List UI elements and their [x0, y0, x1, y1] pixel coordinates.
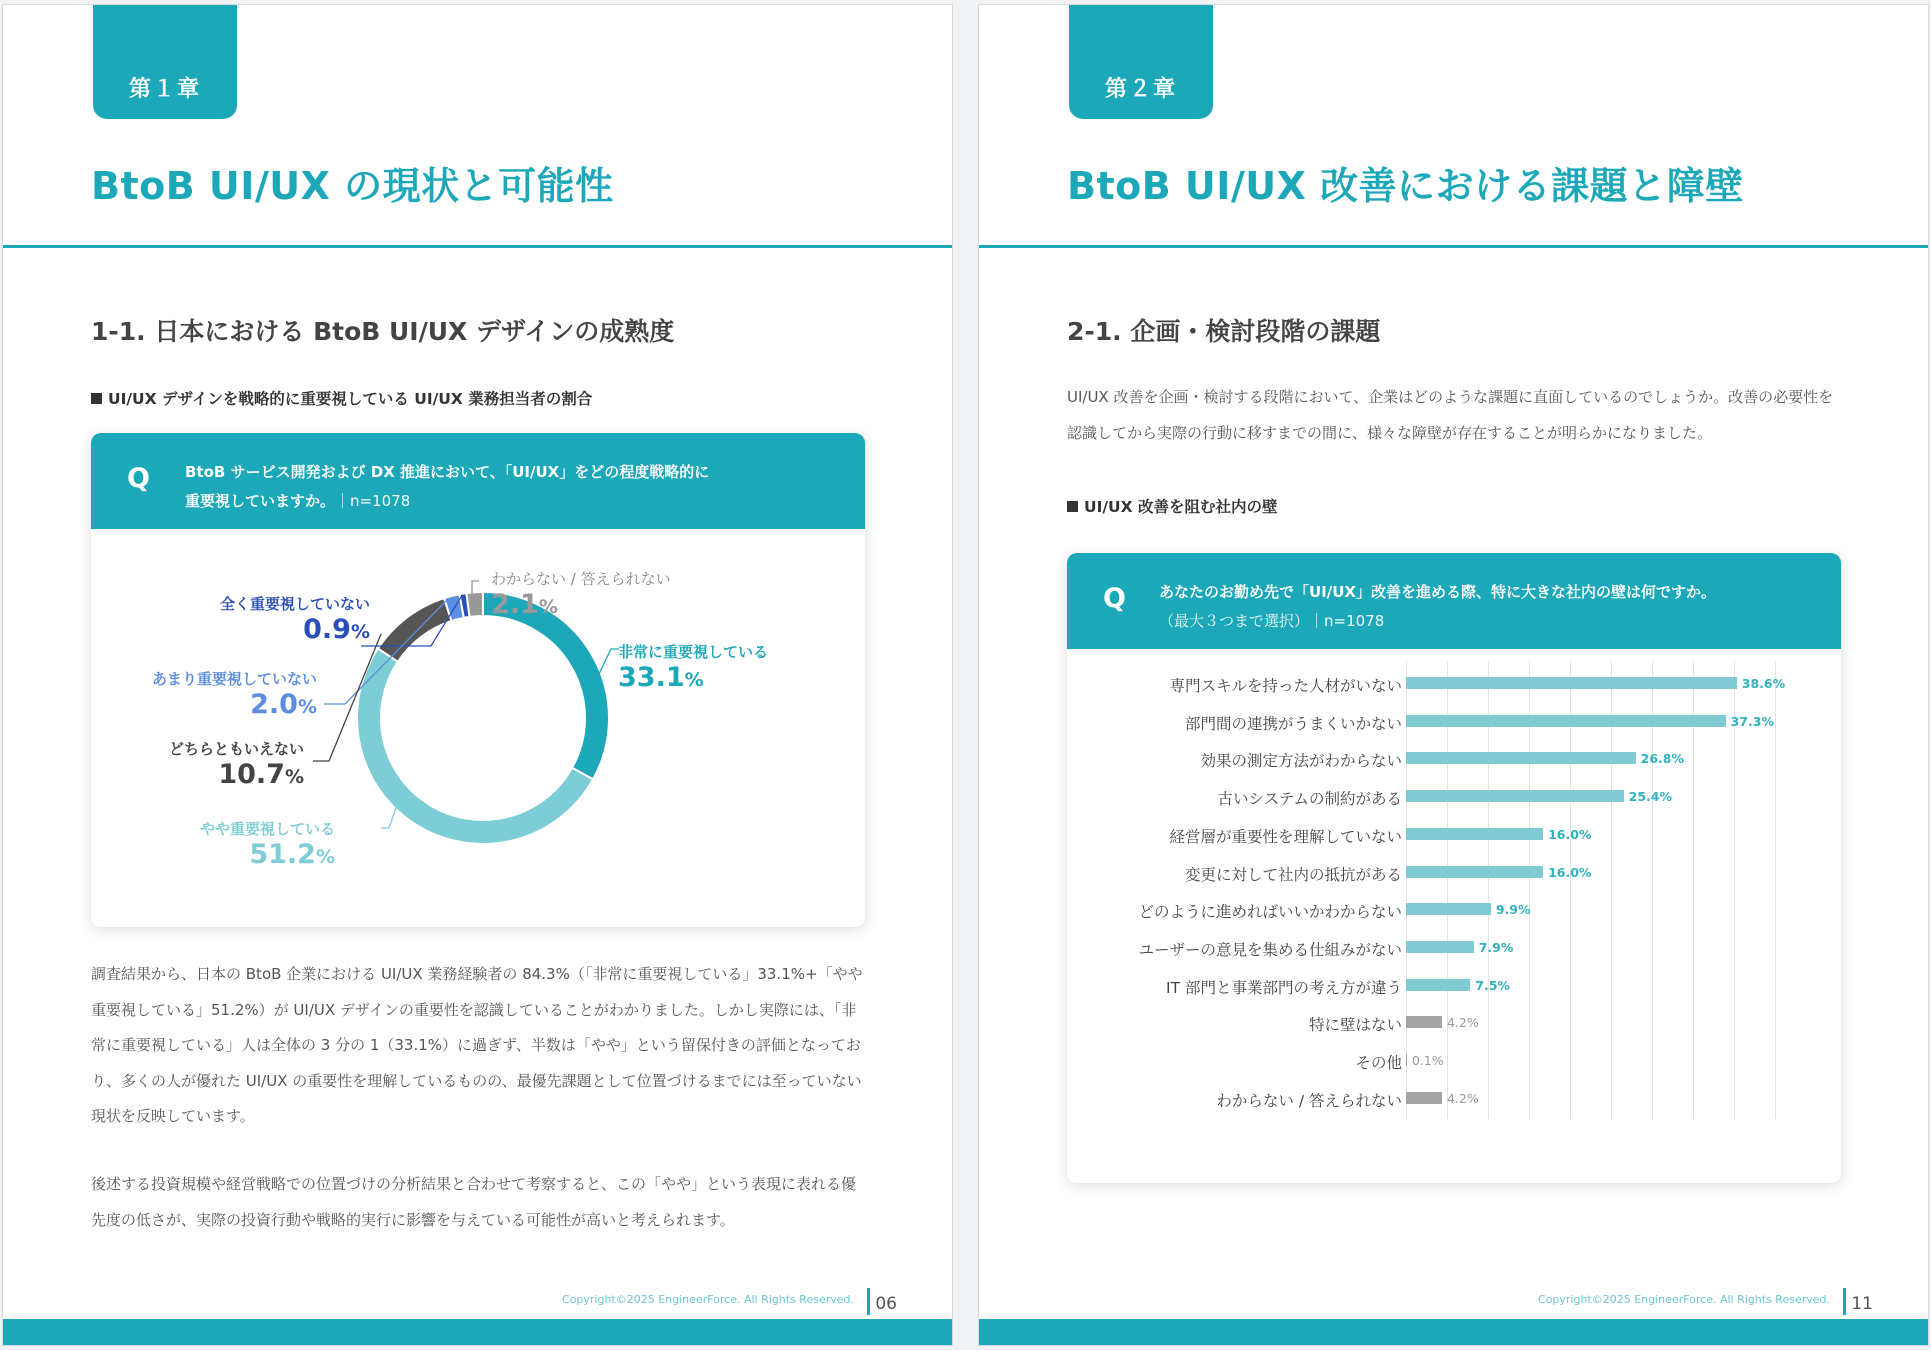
chapter-title: BtoB UI/UX 改善における課題と障壁	[1067, 164, 1744, 208]
copyright: Copyright©2025 EngineerForce. All Rights Reserved.	[561, 1293, 854, 1306]
gridline	[1488, 661, 1489, 1119]
gridline	[1447, 661, 1448, 1119]
bar-value-label: 16.0%	[1548, 826, 1592, 842]
bar-category-label: 古いシステムの制約がある	[1217, 790, 1402, 809]
bar-value-label: 4.2%	[1446, 1015, 1479, 1031]
bar-category-label: わからない / 答えられない	[1216, 1091, 1402, 1110]
footer-bar	[3, 1319, 952, 1345]
bar-category-label: どのように進めればいいかわからない	[1138, 903, 1402, 922]
body-paragraph-2: 後述する投資規模や経営戦略での位置づけの分析結果と合わせて考察すると、この「やや」という表現に表れる優先度の低さが、実際の投資行動や戦略的実行に影響を与えている可能性が高いと考えられます。	[91, 1175, 857, 1229]
body-paragraph-1: 調査結果から、日本の BtoB 企業における UI/UX 業務経験者の 84.3%（「非常に重要視している」33.1%+「やや重要視している」51.2%）が UI/UX デザインの重要性を認識していることがわかりました。しかし実際には、「非常に重要視している」人は全体の 3 分の 1（33.1%）に過ぎず、半数は「やや」という留保付きの評価となっており、多くの人が優れた UI/UX の重要性を理解しているものの、最優先課題として位置づけるまでには至っていない現状を反映しています。	[91, 965, 863, 1125]
section-heading: 2-1. 企画・検討段階の課題	[1067, 317, 1381, 346]
bar-category-label: 効果の測定方法がわからない	[1200, 752, 1402, 771]
bar-category-label: IT 部門と事業部門の考え方が違う	[1166, 978, 1402, 997]
bar	[1406, 1092, 1442, 1104]
bar	[1406, 790, 1624, 802]
question-header	[91, 433, 865, 529]
bar-category-label: 部門間の連携がうまくいかない	[1184, 714, 1402, 733]
bar-value-label: 0.1%	[1411, 1053, 1444, 1068]
page-left	[2, 4, 953, 1346]
bar-value-label: 38.6%	[1741, 676, 1786, 691]
q-icon: Q	[1103, 583, 1126, 614]
q-icon: Q	[127, 463, 150, 494]
figure-label: UI/UX デザインを戦略的に重要視している UI/UX 業務担当者の割合	[91, 387, 592, 409]
question-card	[1067, 553, 1841, 1183]
footer-bar	[979, 1319, 1928, 1345]
page-number-divider	[867, 1288, 870, 1315]
bar-category-label: 変更に対して社内の抵抗がある	[1184, 865, 1402, 884]
bar	[1406, 715, 1726, 727]
copyright: Copyright©2025 EngineerForce. All Rights Reserved.	[1537, 1293, 1830, 1306]
bar	[1406, 941, 1474, 953]
slice-label-very-important: 非常に重要視している 33.1%	[618, 643, 769, 693]
gridline	[1652, 661, 1653, 1119]
gridline	[1734, 661, 1735, 1119]
square-bullet-icon	[91, 393, 102, 404]
page-number-divider	[1843, 1288, 1846, 1315]
page-number: 11	[1851, 1294, 1873, 1314]
question-text: BtoB サービス開発および DX 推進において、「UI/UX」をどの程度戦略的に 重要視していますか。｜n=1078	[185, 463, 710, 510]
bar	[1406, 866, 1543, 878]
question-card	[91, 433, 865, 927]
bar	[1406, 828, 1543, 840]
bar-value-label: 16.0%	[1548, 864, 1592, 880]
bar-value-label: 26.8%	[1640, 751, 1685, 767]
slice-label-somewhat: やや重要視している 51.2%	[199, 820, 335, 870]
title-divider	[979, 245, 1928, 248]
bar-value-label: 7.5%	[1475, 977, 1510, 993]
slice-label-unknown: わからない / 答えられない 2.1%	[491, 570, 671, 620]
gridline	[1529, 661, 1530, 1119]
question-text: あなたのお勤め先で「UI/UX」改善を進める際、特に大きな社内の壁は何ですか。 （最大３つまで選択）｜n=1078	[1159, 583, 1716, 630]
chapter-title: BtoB UI/UX の現状と可能性	[91, 164, 614, 208]
figure-label: UI/UX 改善を阻む社内の壁	[1067, 495, 1277, 517]
bar	[1406, 903, 1491, 915]
slice-label-not-very: あまり重要視していない 2.0%	[151, 670, 317, 720]
bar-value-label: 4.2%	[1446, 1090, 1479, 1106]
square-bullet-icon	[1067, 501, 1078, 512]
title-divider	[3, 245, 952, 248]
bar-category-label: ユーザーの意見を集める仕組みがない	[1138, 940, 1402, 959]
question-header	[1067, 553, 1841, 649]
bar-value-label: 25.4%	[1628, 789, 1673, 805]
intro-paragraph: UI/UX 改善を企画・検討する段階において、企業はどのような課題に直面しているのでしょうか。改善の必要性を認識してから実際の行動に移すまでの間に、様々な障壁が存在することが明らかになりました。	[1067, 388, 1834, 442]
bar-value-label: 9.9%	[1495, 902, 1531, 918]
gridline	[1406, 661, 1407, 1119]
slice-label-neutral: どちらともいえない 10.7%	[168, 740, 304, 790]
page-right	[978, 4, 1929, 1346]
chapter-tab: 第１章	[93, 5, 237, 119]
bar-category-label: その他	[1355, 1054, 1402, 1072]
donut-slice-somewhat	[357, 648, 593, 844]
bar	[1406, 752, 1636, 764]
section-heading: 1-1. 日本における BtoB UI/UX デザインの成熟度	[91, 317, 675, 346]
donut-slice-unknown	[466, 592, 483, 617]
slice-label-not-at-all: 全く重要視していない 0.9%	[219, 595, 370, 645]
leader-line-very	[599, 649, 619, 674]
bar-category-label: 専門スキルを持った人材がいない	[1169, 677, 1402, 695]
bar-category-label: 経営層が重要性を理解していない	[1169, 827, 1402, 846]
gridline	[1693, 661, 1694, 1119]
bar	[1406, 979, 1470, 991]
gridline	[1775, 661, 1776, 1119]
bar	[1406, 677, 1737, 689]
bar-chart	[1067, 649, 1841, 1183]
bar-value-label: 37.3%	[1730, 713, 1774, 729]
bar-category-label: 特に壁はない	[1308, 1016, 1402, 1035]
gridline	[1611, 661, 1612, 1119]
chapter-tab: 第２章	[1069, 5, 1213, 119]
bar	[1406, 1016, 1442, 1028]
bar-value-label: 7.9%	[1478, 939, 1514, 955]
bar	[1406, 1054, 1407, 1066]
page-number: 06	[875, 1294, 897, 1314]
gridline	[1570, 661, 1571, 1119]
